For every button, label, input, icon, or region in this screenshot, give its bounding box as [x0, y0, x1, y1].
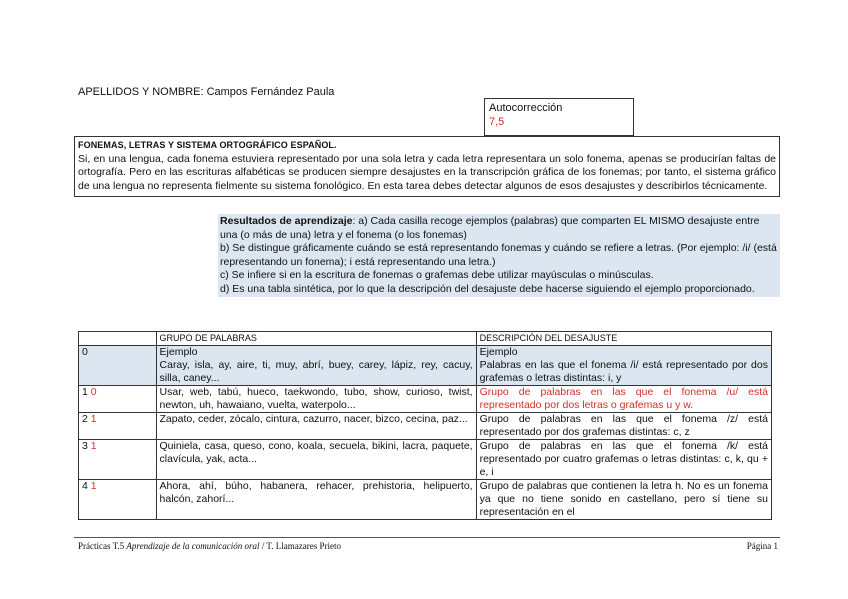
row-score: 0	[90, 386, 97, 398]
desc-example-title: Ejemplo	[479, 346, 518, 358]
table-header-row	[79, 332, 772, 346]
desc-text: Palabras en las que el fonema /i/ está representado por dos grafemas o letras distintas: i, y	[479, 359, 768, 384]
desc-text: Grupo de palabras en las que el fonema /z/ está representado por dos grafemas distintas: c, z	[476, 413, 771, 440]
intro-title: FONEMAS, LETRAS Y SISTEMA ORTOGRÁFICO ESPAÑOL.	[78, 140, 337, 150]
footer-author: / T. Llamazares Prieto	[259, 541, 341, 551]
autocorreccion-label: Autocorrección	[489, 102, 563, 114]
row-num-cell	[79, 480, 157, 520]
group-words: Zapato, ceder, zócalo, cintura, cazurro, nacer, bizco, cecina, paz...	[156, 413, 476, 440]
table-row-2	[79, 413, 772, 440]
learning-results	[218, 214, 780, 297]
table-row-1	[79, 386, 772, 413]
row-score: 1	[90, 440, 97, 452]
desc-text: Grupo de palabras en las que el fonema /k/ está representado por cuatro grafemas o letras distintas: c, k, qu + e, i	[476, 440, 771, 480]
page-number: Página 1	[746, 541, 778, 551]
table-row-4	[79, 480, 772, 520]
header-desc: DESCRIPCIÓN DEL DESAJUSTE	[476, 332, 771, 346]
group-words: Usar, web, tabú, hueco, taekwondo, tubo, show, curioso, twist, newton, uh, hawaiano, vuelta, waterpolo...	[156, 386, 476, 413]
row-num: 1	[82, 386, 88, 398]
footer-prefix: Prácticas T.5	[78, 541, 127, 551]
desajuste-table	[78, 331, 772, 520]
footer-divider	[74, 537, 780, 538]
footer-credit	[78, 541, 341, 551]
results-line-c: c) Se infiere si en la escritura de fonemas o grafemas debe utilizar mayúsculas o minúsculas.	[220, 269, 654, 281]
desc-text: Grupo de palabras que contienen la letra h. No es un fonema ya que no tiene sonido en castellano, pero sí tiene su representación en el	[476, 480, 771, 520]
group-words: Ahora, ahí, búho, habanera, rehacer, prehistoria, helipuerto, halcón, zahorí...	[156, 480, 476, 520]
row-score: 1	[90, 480, 97, 492]
table-row-0	[79, 346, 772, 386]
group-words: Quiniela, casa, queso, cono, koala, secuela, bikini, lacra, paquete, clavícula, yak, acta...	[156, 440, 476, 480]
desc-cell	[476, 346, 771, 386]
row-num: 0	[79, 346, 157, 386]
results-line-b: b) Se distingue gráficamente cuándo se está representando fonemas y cuándo se refiere a letras. (Por ejemplo: /i/ (está representando un fonema); i está representando una letra.)	[220, 242, 777, 268]
autocorreccion-box	[484, 98, 634, 136]
row-num: 3	[82, 440, 88, 452]
group-words: Caray, isla, ay, aire, ti, muy, abrí, buey, carey, lápiz, rey, cacuy, silla, caney...	[159, 359, 473, 384]
row-num-cell	[79, 440, 157, 480]
results-line-a	[220, 215, 778, 242]
row-num: 2	[82, 413, 88, 425]
row-score: 1	[90, 413, 97, 425]
student-name: APELLIDOS Y NOMBRE: Campos Fernández Paula	[78, 86, 335, 98]
header-num-cell	[79, 332, 157, 346]
results-a-text: : a) Cada casilla recoge ejemplos (palabras) que comparten EL MISMO desajuste entre una (o más de una) letra y el fonema (o los fonemas)	[220, 215, 760, 241]
intro-box	[74, 136, 780, 197]
autocorreccion-score: 7,5	[489, 116, 505, 128]
table-row-3	[79, 440, 772, 480]
group-cell	[156, 346, 476, 386]
row-num-cell	[79, 413, 157, 440]
intro-text: Si, en una lengua, cada fonema estuviera representado por una sola letra y cada letra representara un solo fonema, apenas se producirían faltas de ortografía. Pero en las escrituras alfabéticas se producen siempre desajustes en la transcripción gráfica de los fonemas; por tanto, el sistema gráfico de una lengua no representa fielmente su sistema fonológico. En esta tarea debes detectar algunos de esos desajustes y describirlos técnicamente.	[78, 152, 776, 192]
group-example-title: Ejemplo	[159, 346, 198, 358]
footer-course-title: Aprendizaje de la comunicación oral	[126, 541, 260, 551]
header-group: GRUPO DE PALABRAS	[156, 332, 476, 346]
results-label: Resultados de aprendizaje	[220, 215, 353, 227]
row-num-cell	[79, 386, 157, 413]
results-line-d: d) Es una tabla sintética, por lo que la descripción del desajuste debe hacerse siguiendo el ejemplo proporcionado.	[220, 282, 755, 295]
row-num: 4	[82, 480, 88, 492]
desc-text: Grupo de palabras en las que el fonema /u/ está representado por dos letras o grafemas u y w.	[476, 386, 771, 413]
